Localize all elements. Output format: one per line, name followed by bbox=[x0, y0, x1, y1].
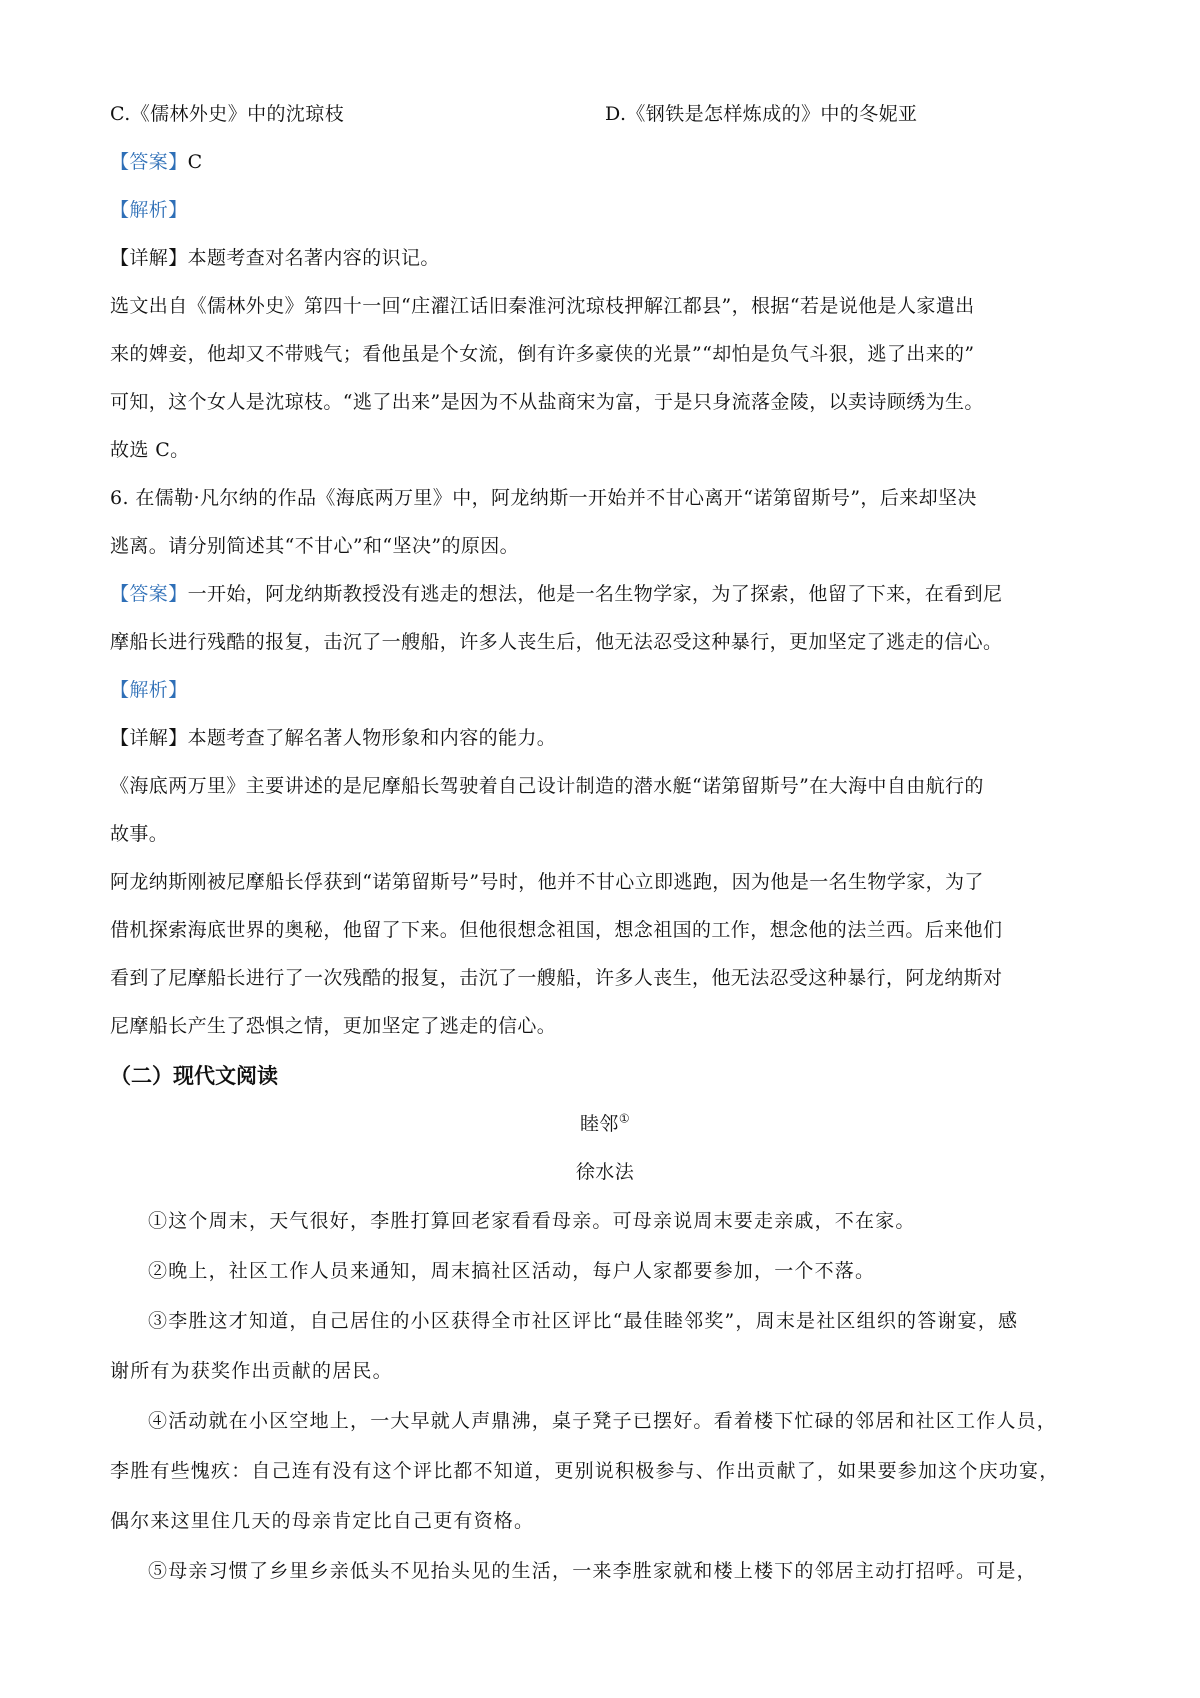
q5-analysis-tag: 【解析】 bbox=[110, 199, 188, 221]
q5-text-line: 故选 C。 bbox=[110, 439, 190, 461]
q6-text-line: 尼摩船长产生了恐惧之情，更加坚定了逃走的信心。 bbox=[110, 1015, 557, 1037]
q5-detail: 【详解】本题考查对名著内容的识记。 bbox=[110, 247, 440, 269]
q6-text-line: 《海底两万里》主要讲述的是尼摩船长驾驶着自己设计制造的潜水艇“诺第留斯号”在大海中自由航行的 bbox=[110, 775, 984, 797]
q6-question-line: 逃离。请分别简述其“不甘心”和“坚决”的原因。 bbox=[110, 535, 520, 557]
paragraph-line: 谢所有为获奖作出贡献的居民。 bbox=[110, 1360, 393, 1382]
title-footnote-mark: ① bbox=[618, 1111, 630, 1126]
article-title bbox=[110, 1100, 1100, 1148]
answer-tag: 【答案】 bbox=[110, 583, 188, 605]
answer-tag: 【答案】 bbox=[110, 151, 188, 173]
q6-text-line: 阿龙纳斯刚被尼摩船长俘获到“诺第留斯号”号时，他并不甘心立即逃跑，因为他是一名生物学家，为了 bbox=[110, 871, 984, 893]
answer-text: 一开始，阿龙纳斯教授没有逃走的想法，他是一名生物学家，为了探索，他留了下来，在看到尼 bbox=[187, 583, 1003, 605]
paragraph-line: 偶尔来这里住几天的母亲肯定比自己更有资格。 bbox=[110, 1510, 535, 1532]
q6-detail: 【详解】本题考查了解名著人物形象和内容的能力。 bbox=[110, 727, 557, 749]
paragraph-line: 李胜有些愧疚：自己连有没有这个评比都不知道，更别说积极参与、作出贡献了，如果要参加这个庆功宴， bbox=[110, 1460, 1060, 1482]
paragraph-line: ②晚上，社区工作人员来通知，周末搞社区活动，每户人家都要参加，一个不落。 bbox=[148, 1260, 876, 1282]
article-author: 徐水法 bbox=[575, 1161, 635, 1183]
q6-analysis-tag: 【解析】 bbox=[110, 679, 188, 701]
q5-text-line: 来的婢妾，他却又不带贱气；看他虽是个女流，倒有许多豪侠的光景”“却怕是负气斗狠，逃了出来的” bbox=[110, 343, 975, 365]
document-page bbox=[110, 90, 1100, 1596]
paragraph-line: ④活动就在小区空地上，一大早就人声鼎沸，桌子凳子已摆好。看着楼下忙碌的邻居和社区工作人员， bbox=[148, 1410, 1058, 1432]
section-heading: （二）现代文阅读 bbox=[110, 1063, 278, 1088]
q6-text-line: 故事。 bbox=[110, 823, 169, 845]
paragraph-line: ③李胜这才知道，自己居住的小区获得全市社区评比“最佳睦邻奖”，周末是社区组织的答谢宴，感 bbox=[148, 1310, 1019, 1332]
article-title-text: 睦邻 bbox=[580, 1113, 619, 1135]
q6-question-line: 6. 在儒勒·凡尔纳的作品《海底两万里》中，阿龙纳斯一开始并不甘心离开“诺第留斯号”，后来却坚决 bbox=[110, 487, 977, 509]
q6-text-line: 看到了尼摩船长进行了一次残酷的报复，击沉了一艘船，许多人丧生，他无法忍受这种暴行，阿龙纳斯对 bbox=[110, 967, 1003, 989]
q6-answer-continued: 摩船长进行残酷的报复，击沉了一艘船，许多人丧生后，他无法忍受这种暴行，更加坚定了逃走的信心。 bbox=[110, 631, 1003, 653]
answer-value: C bbox=[187, 151, 203, 173]
paragraph-line: ①这个周末，天气很好，李胜打算回老家看看母亲。可母亲说周末要走亲戚，不在家。 bbox=[148, 1210, 916, 1232]
option-c: C.《儒林外史》中的沈琼枝 bbox=[110, 103, 345, 125]
q5-text-line: 可知，这个女人是沈琼枝。“逃了出来”是因为不从盐商宋为富，于是只身流落金陵，以卖诗顾绣为生。 bbox=[110, 391, 984, 413]
q6-text-line: 借机探索海底世界的奥秘，他留了下来。但他很想念祖国，想念祖国的工作，想念他的法兰西。后来他们 bbox=[110, 919, 1003, 941]
question-options bbox=[110, 90, 1100, 138]
q6-answer bbox=[110, 570, 1100, 618]
article-body bbox=[110, 1196, 1100, 1596]
paragraph-line: ⑤母亲习惯了乡里乡亲低头不见抬头见的生活，一来李胜家就和楼上楼下的邻居主动打招呼。可是， bbox=[148, 1560, 1037, 1582]
q5-text-line: 选文出自《儒林外史》第四十一回“庄濯江话旧秦淮河沈琼枝押解江都县”，根据“若是说他是人家遣出 bbox=[110, 295, 975, 317]
q5-answer bbox=[110, 138, 1100, 186]
option-d: D.《钢铁是怎样炼成的》中的冬妮亚 bbox=[605, 103, 918, 125]
